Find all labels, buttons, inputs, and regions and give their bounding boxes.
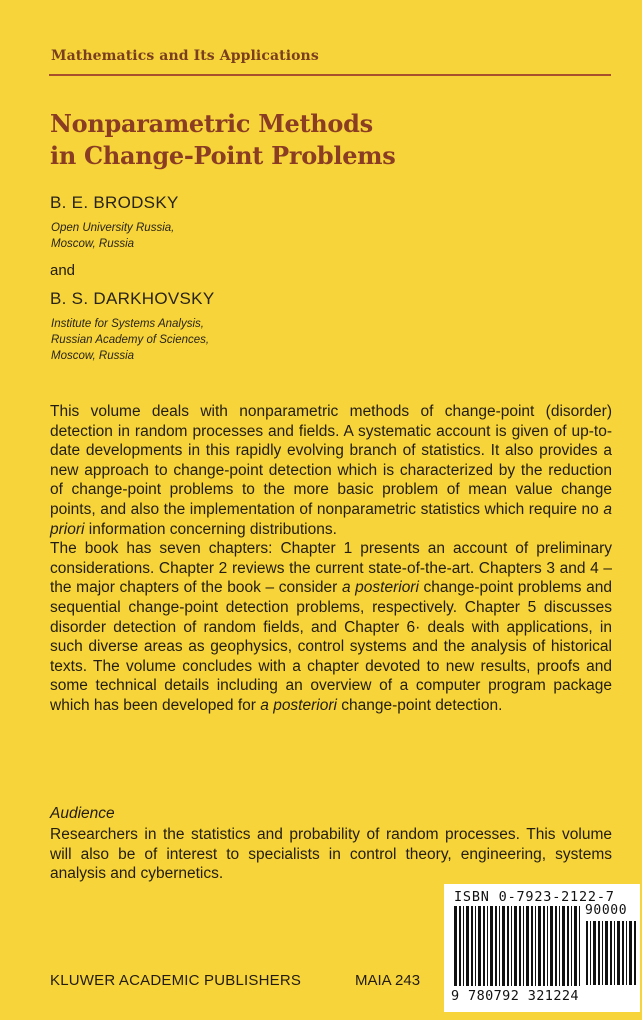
book-description [50, 402, 612, 716]
barcode-bar [531, 906, 533, 986]
affiliation-line: Open University Russia, [51, 222, 175, 234]
author-1-affiliation [51, 220, 174, 252]
barcode-bar [567, 906, 569, 986]
barcode-bar [526, 906, 529, 986]
description-text: The book has seven chapters: Chapter 1 presents an account of preliminary considerations. Chapter 2 reviews the current state-of-the-art. Chapters 3 and 4 – the major chapters of the book – consider [50, 540, 612, 597]
emphasis-text: a posteriori [260, 696, 337, 714]
barcode-bar [602, 921, 603, 985]
barcode-bar [543, 906, 545, 986]
audience-text: Researchers in the statistics and probability of random processes. This volume will also be of interest to specialists in control theory, engineering, systems analysis and cybernetics. [50, 826, 612, 883]
price-addon: 90000 [585, 903, 628, 918]
book-title-line-2: in Change-Point Problems [50, 141, 396, 170]
barcode-bar [475, 906, 476, 986]
barcode-bar [550, 906, 553, 986]
emphasis-text: a priori [50, 500, 612, 538]
barcode-bar [523, 906, 524, 986]
audience-heading: Audience [50, 805, 115, 822]
barcode-bar [614, 921, 615, 985]
barcode-bar [617, 921, 620, 985]
description-text: change-point detection. [336, 696, 503, 714]
barcode-bar [586, 921, 588, 985]
author-1-name: B. E. BRODSKY [50, 193, 179, 212]
barcode-bar [622, 921, 624, 985]
series-title: Mathematics and Its Applications [51, 48, 319, 64]
barcode-bar [593, 921, 596, 985]
isbn-label: ISBN 0-7923-2122-7 [454, 889, 615, 905]
barcode-bar [507, 906, 509, 986]
description-text: information concerning distributions. [84, 520, 337, 538]
barcode-bar [478, 906, 481, 986]
barcode-bar [626, 921, 627, 985]
author-2-name: B. S. DARKHOVSKY [50, 289, 215, 308]
barcode-bar [590, 921, 591, 985]
book-title-line-1: Nonparametric Methods [50, 109, 373, 138]
publisher-name: KLUWER ACADEMIC PUBLISHERS [50, 972, 302, 989]
barcode-bar [579, 906, 580, 986]
barcode-bar [463, 906, 464, 986]
header-divider [49, 74, 611, 76]
barcode-bar [598, 921, 600, 985]
barcode-bar [574, 906, 577, 986]
barcode-bar [629, 921, 632, 985]
book-title [50, 108, 570, 172]
barcode-bar [454, 906, 457, 986]
barcode-bar [634, 921, 636, 985]
barcode-bar [499, 906, 500, 986]
description-paragraph-1 [50, 402, 612, 539]
description-text: This volume deals with nonparametric methods of change-point (disorder) detection in random processes and fields. A systematic account is given of up-to-date developments in this rapidly evolving branch of statistics. It also provides a new approach to change-point detection which is characterized by the reduction of change-point problems to the more basic problem of mean value change points, and also the implementation of nonparametric statistics which require no [50, 403, 612, 518]
affiliation-line: Institute for Systems Analysis, [51, 318, 204, 330]
barcode-bar [511, 906, 512, 986]
affiliation-line: Russian Academy of Sciences, [51, 334, 210, 346]
author-connector: and [50, 262, 76, 279]
description-text: change-point problems and sequential change-point detection problems, respectively. Chapter 5 discusses disorder detection of random fields, and Chapter 6· deals with applications, in such diverse areas as geophysics, control systems and the analysis of historical texts. The volume concludes with a chapter devoted to new results, proofs and some technical details including an overview of a computer program package which has been developed for [50, 579, 612, 714]
barcode-bar [571, 906, 572, 986]
affiliation-line: Moscow, Russia [51, 238, 135, 250]
barcode-bar [605, 921, 608, 985]
series-code: MAIA 243 [355, 972, 421, 989]
barcode-bar [514, 906, 517, 986]
barcode-bar [483, 906, 485, 986]
barcode-bar [559, 906, 560, 986]
emphasis-text: a posteriori [341, 579, 419, 597]
barcode-bar [538, 906, 541, 986]
ean-digits: 9 780792 321224 [451, 988, 579, 1004]
barcode-bar [471, 906, 473, 986]
barcode-bar [466, 906, 469, 986]
barcode-bar [490, 906, 493, 986]
barcode-icon [454, 906, 580, 990]
addon-barcode-icon [586, 921, 636, 989]
barcode-bar [535, 906, 536, 986]
description-paragraph-2 [50, 539, 612, 715]
barcode-bar [487, 906, 488, 986]
barcode-bar [562, 906, 565, 986]
barcode-bar [547, 906, 548, 986]
barcode-bar [519, 906, 521, 986]
barcode-bar [502, 906, 505, 986]
barcode-bar [610, 921, 612, 985]
author-2-affiliation [51, 316, 209, 364]
affiliation-line: Moscow, Russia [51, 350, 135, 362]
barcode-bar [459, 906, 461, 986]
barcode-bar [495, 906, 497, 986]
barcode-bar [555, 906, 557, 986]
